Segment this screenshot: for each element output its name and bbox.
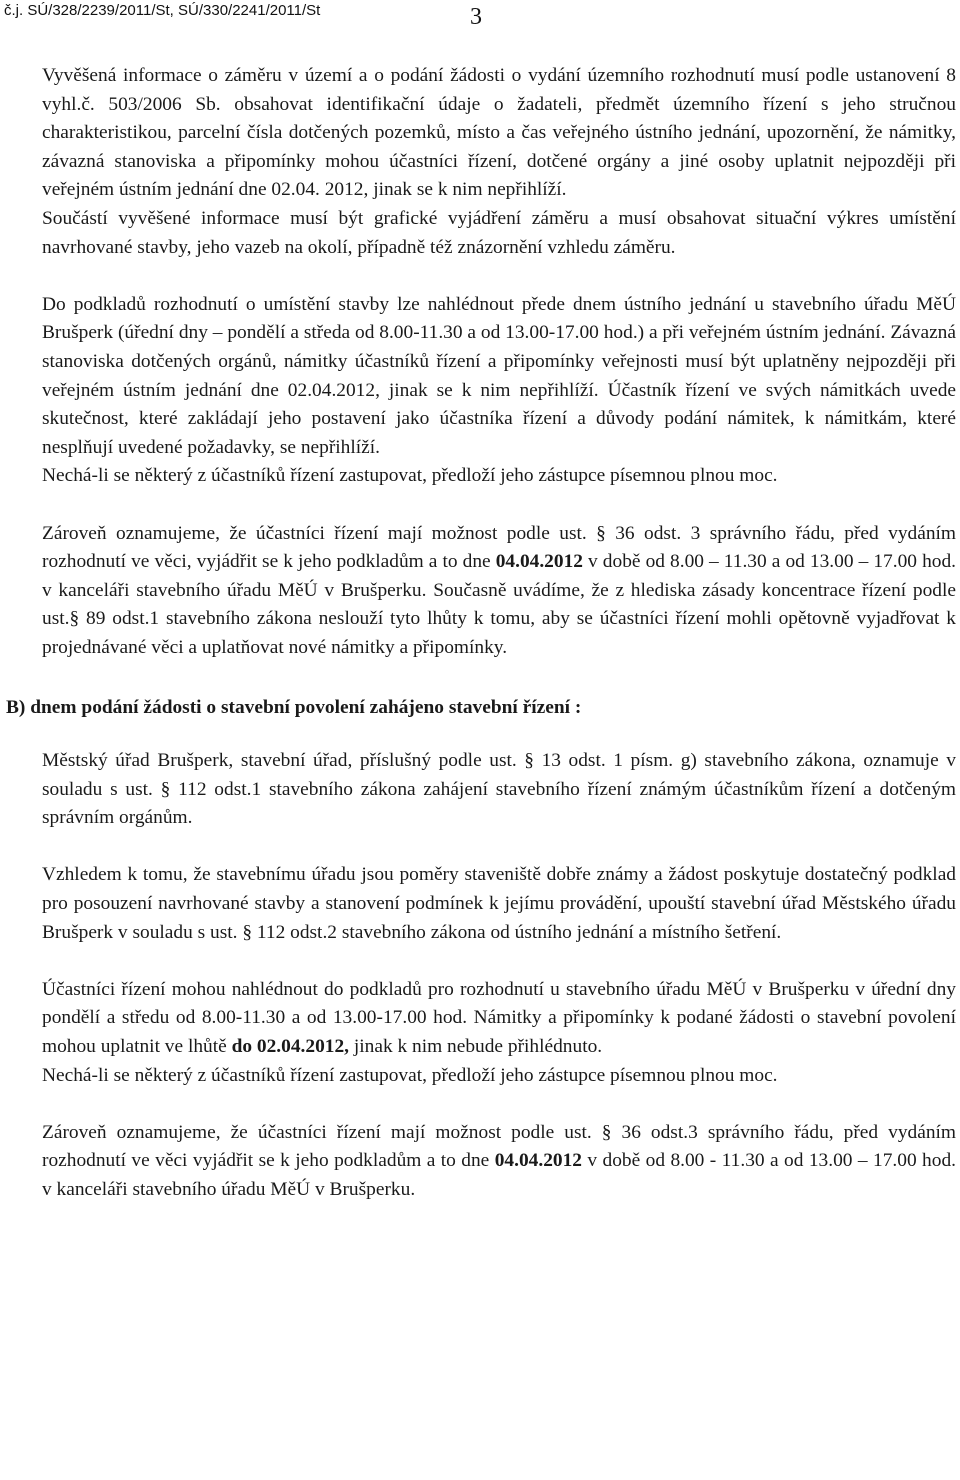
paragraph-objections-deadline bbox=[42, 976, 956, 1062]
notice-text-start: Zároveň oznamujeme, že účastníci řízení mají možnost podle ust. § 36 odst. 3 správního řádu, před vydáním rozhodnutí ve věci, vyjádřit se k jeho podkladům a to dne bbox=[42, 522, 956, 573]
objections-text-end: jinak k nim nebude přihlédnuto. bbox=[349, 1036, 603, 1057]
notice-date: 04.04.2012 bbox=[495, 551, 583, 573]
page-number: 3 bbox=[470, 4, 482, 30]
paragraph-graphic-requirements: Součástí vyvěšené informace musí být grafické vyjádření záměru a musí obsahovat situační výkres umístění navrhované stavby, jeho vazeb na okolí, případně též znázornění vzhledu záměru. bbox=[42, 207, 956, 258]
paragraph-building-procedure-start: Městský úřad Brušperk, stavební úřad, příslušný podle ust. § 13 odst. 1 písm. g) stavebního zákona, oznamuje v souladu s ust. § 112 odst.1 stavebního zákona zahájení stavebního řízení známým účastníkům řízení a dotčeným správním orgánům. bbox=[42, 750, 956, 829]
notice-text-end: v době od 8.00 – 11.30 a od 13.00 – 17.00 hod. v kanceláři stavebního úřadu MěÚ v Brušperku. Současně uvádíme, že z hlediska zásady koncentrace řízení podle ust.§ 89 odst.1 stavebního zákona neslouží tyto lhůty k tomu, aby se účastníci řízení mohli opětovně vyjadřovat k projednávané věci a uplatňovat nové námitky a připomínky. bbox=[42, 551, 956, 658]
document-body bbox=[6, 62, 956, 1205]
objections-deadline: do 02.04.2012, bbox=[231, 1036, 350, 1057]
paragraph-notice-comment-period bbox=[42, 520, 956, 663]
notice-2-text-end: v době od 8.00 - 11.30 a od 13.00 – 17.00 hod. v kanceláři stavebního úřadu MěÚ v Brušperku. bbox=[42, 1150, 956, 1200]
objections-text-start: Účastníci řízení mohou nahlédnout do podkladů pro rozhodnutí u stavebního úřadu MěÚ v Brušperku v úřední dny pondělí a středu od 8.00-11.30 a od 13.00-17.00 hod. Námitky a připomínky k podané žádosti o stavební povolení mohou uplatnit ve lhůtě bbox=[42, 978, 956, 1057]
reference-number: č.j. SÚ/328/2239/2011/St, SÚ/330/2241/2011/St bbox=[4, 2, 321, 19]
paragraph-no-oral-hearing: Vzhledem k tomu, že stavebnímu úřadu jsou poměry staveniště dobře známy a žádost poskytuje dostatečný podklad pro posouzení navrhované stavby a stanovení podmínek k jejímu provádění, upouští stavební úřad Městského úřadu Brušperk v souladu s ust. § 112 odst.2 stavebního zákona od ústního jednání a místního šetření. bbox=[42, 864, 956, 943]
paragraph-notice-comment-period-2 bbox=[42, 1119, 956, 1205]
notice-2-text-start: Zároveň oznamujeme, že účastníci řízení mají možnost podle ust. § 36 odst.3 správního řádu, před vydáním rozhodnutí ve věci vyjádřit se k jeho podkladům a to dne bbox=[42, 1121, 956, 1172]
paragraph-inspection-documents: Do podkladů rozhodnutí o umístění stavby lze nahlédnout přede dnem ústního jednání u stavebního úřadu MěÚ Brušperk (úřední dny – pondělí a středa od 8.00-11.30 a od 13.00-17.00 hod.) a při veřejném ústním jednání. Závazná stanoviska dotčených orgánů, námitky účastníků řízení a připomínky veřejnosti musí být uplatněny nejpozději při veřejném ústním jednání dne 02.04.2012, jinak se k nim nepřihlíží. Účastník řízení ve svých námitkách uvede skutečnost, které zakládají jeho postavení jako účastníka řízení a důvody podání námitek, k námitkám, které nesplňují uvedené požadavky, se nepřihlíží. bbox=[42, 293, 956, 458]
paragraph-posting-requirements: Vyvěšená informace o záměru v území a o podání žádosti o vydání územního rozhodnutí musí podle ustanovení 8 vyhl.č. 503/2006 Sb. obsahovat identifikační údaje o žadateli, předmět územního řízení s jeho stručnou charakteristikou, parcelní čísla dotčených pozemků, místo a čas veřejného ústního jednání, upozornění, že námitky, závazná stanoviska a připomínky mohou účastníci řízení, dotčené orgány a jiné osoby uplatnit nejpozději při veřejném ústním jednání dne 02.04. 2012, jinak se k nim nepřihlíží. bbox=[42, 65, 956, 201]
section-heading-b: B) dnem podání žádosti o stavební povolení zahájeno stavební řízení : bbox=[6, 697, 582, 719]
paragraph-representation: Nechá-li se některý z účastníků řízení zastupovat, předloží jeho zástupce písemnou plnou moc. bbox=[42, 465, 778, 487]
notice-2-date: 04.04.2012 bbox=[494, 1150, 582, 1172]
paragraph-representation-2: Nechá-li se některý z účastníků řízení zastupovat, předloží jeho zástupce písemnou plnou moc. bbox=[42, 1064, 778, 1086]
